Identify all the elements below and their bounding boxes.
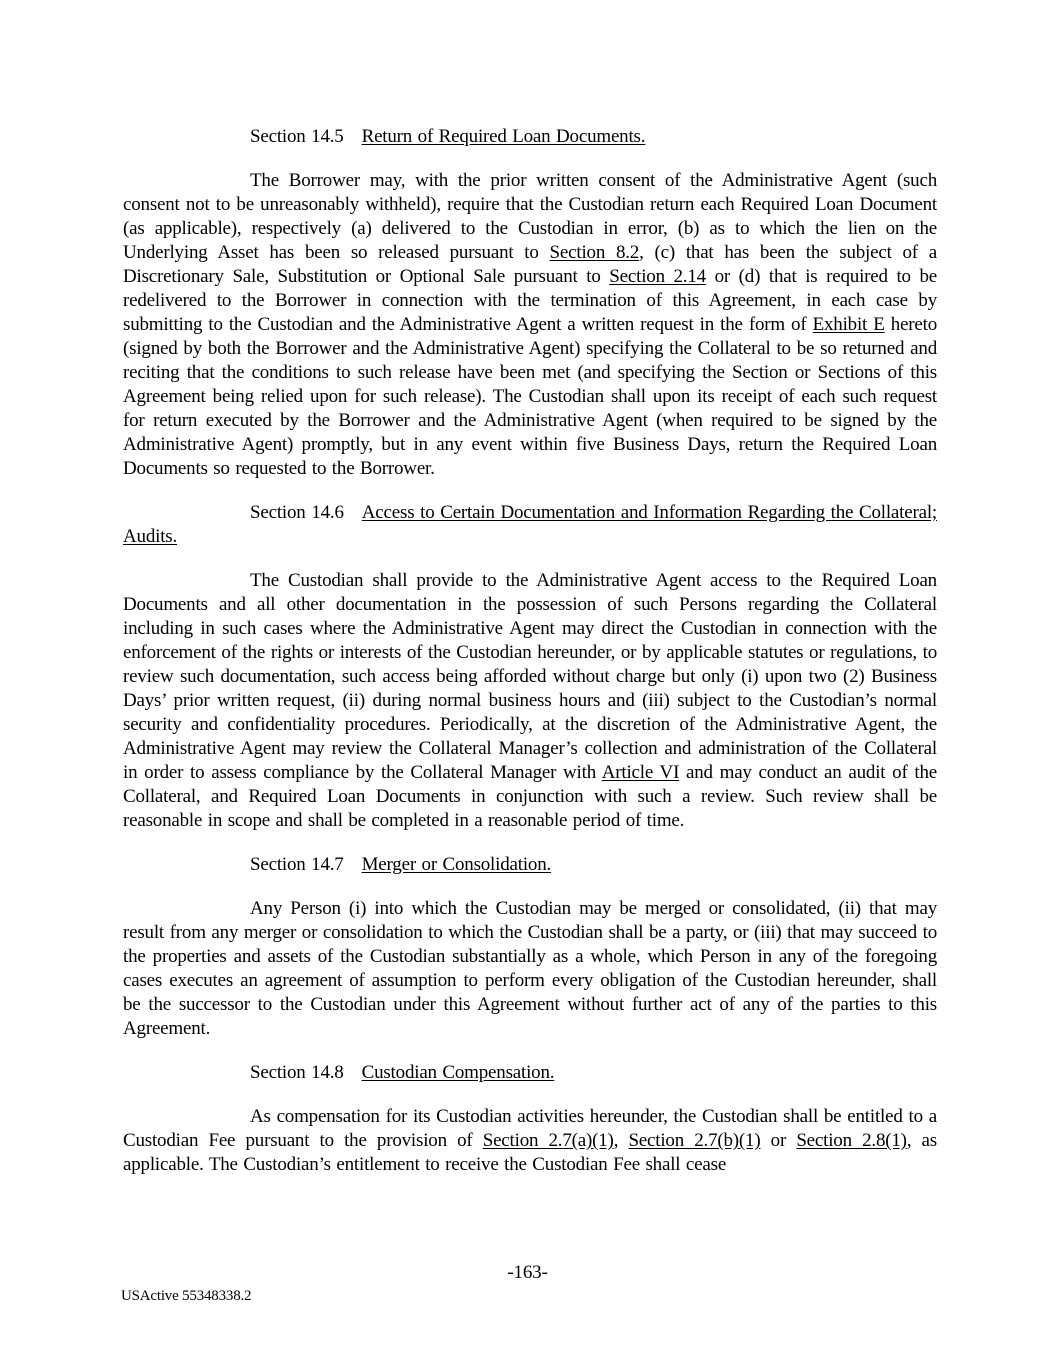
paragraph-section-14-5: The Borrower may, with the prior written consent of the Administrative Agent (such consent not to be unreasonably withheld), require that the Custodian return each Required Loan Document (as applicable), respectively (a) delivered to the Custodian in error, (b) as to which the lien on the Underlying Asset has been so released pursuant to Section 8.2, (c) that has been the subject of a Discretionary Sale, Substitution or Optional Sale pursuant to Section 2.14 or (d) that is required to be redelivered to the Borrower in connection with the termination of this Agreement, in each case by submitting to the Custodian and the Administrative Agent a written request in the form of Exhibit E hereto (signed by both the Borrower and the Administrative Agent) specifying the Collateral to be so returned and reciting that the conditions to such release have been met (and specifying the Section or Sections of this Agreement being relied upon for such release). The Custodian shall upon its receipt of each such request for return executed by the Borrower and the Administrative Agent (when required to be signed by the Administrative Agent) promptly, but in any event within five Business Days, return the Required Loan Documents so requested to the Borrower.	[123, 170, 938, 479]
document-body	[123, 125, 937, 1197]
paragraph-section-14-8: As compensation for its Custodian activities hereunder, the Custodian shall be entitled to a Custodian Fee pursuant to the provision of Section 2.7(a)(1), Section 2.7(b)(1) or Section 2.8(1), as applicable. The Custodian’s entitlement to receive the Custodian Fee shall cease	[123, 1106, 937, 1175]
section-heading-14-8: Section 14.8 Custodian Compensation.	[250, 1062, 555, 1083]
section-heading-14-7: Section 14.7 Merger or Consolidation.	[250, 854, 552, 875]
paragraph-section-14-6: The Custodian shall provide to the Administrative Agent access to the Required Loan Documents and all other documentation in the possession of such Persons regarding the Collateral including in such cases where the Administrative Agent may direct the Custodian in connection with the enforcement of the rights or interests of the Custodian hereunder, or by applicable statutes or regulations, to review such documentation, such access being afforded without charge but only (i) upon two (2) Business Days’ prior written request, (ii) during normal business hours and (iii) subject to the Custodian’s normal security and confidentiality procedures. Periodically, at the discretion of the Administrative Agent, the Administrative Agent may review the Collateral Manager’s collection and administration of the Collateral in order to assess compliance by the Collateral Manager with Article VI and may conduct an audit of the Collateral, and Required Loan Documents in conjunction with such a review. Such review shall be reasonable in scope and shall be completed in a reasonable period of time.	[123, 570, 937, 831]
section-heading-14-6: Section 14.6 Access to Certain Documentation and Information Regarding the Collateral; Audits.	[123, 502, 937, 547]
paragraph-section-14-7: Any Person (i) into which the Custodian may be merged or consolidated, (ii) that may result from any merger or consolidation to which the Custodian shall be a party, or (iii) that may succeed to the properties and assets of the Custodian substantially as a whole, which Person in any of the foregoing cases executes an agreement of assumption to perform every obligation of the Custodian hereunder, shall be the successor to the Custodian under this Agreement without further act of any of the parties to this Agreement.	[123, 898, 937, 1039]
section-heading-14-5: Section 14.5 Return of Required Loan Documents.	[250, 126, 646, 147]
document-id-footer: USActive 55348338.2	[121, 1288, 252, 1304]
page-number: -163-	[507, 1262, 548, 1283]
